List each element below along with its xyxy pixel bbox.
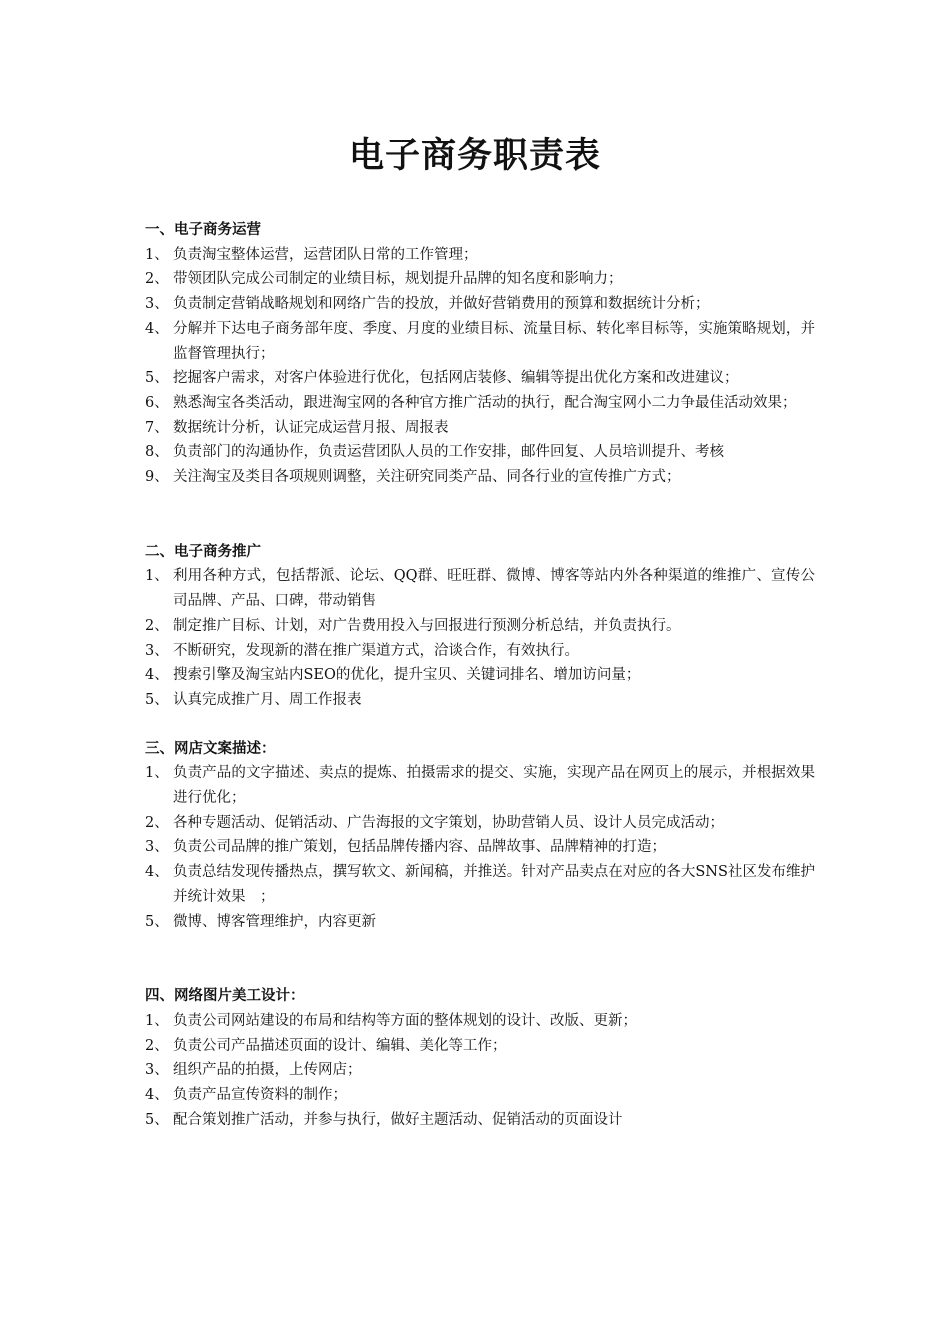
document-body <box>145 218 815 1132</box>
list-item <box>145 910 815 935</box>
item-text: 负责公司网站建设的布局和结构等方面的整体规划的设计、改版、更新； <box>173 1012 637 1029</box>
section-spacer <box>145 713 815 737</box>
item-number: 3、 <box>145 1062 169 1079</box>
item-number: 5、 <box>145 691 169 708</box>
item-text: 负责产品的文字描述、卖点的提炼、拍摄需求的提交、实施，实现产品在网页上的展示，并根据效果进行优化； <box>173 765 815 807</box>
section-promotion <box>145 540 815 713</box>
section-heading: 二、电子商务推广 <box>145 542 261 560</box>
item-number: 6、 <box>145 394 169 411</box>
list-item <box>145 391 815 416</box>
list-item <box>145 366 815 391</box>
item-number: 1、 <box>145 246 169 263</box>
item-text: 数据统计分析，认证完成运营月报、周报表 <box>173 419 449 436</box>
item-number: 1、 <box>145 765 169 782</box>
section-spacer <box>145 490 815 540</box>
item-number: 1、 <box>145 568 169 585</box>
document-title: 电子商务职责表 <box>348 135 601 176</box>
item-number: 4、 <box>145 667 169 684</box>
list-item <box>145 1083 815 1108</box>
item-text: 各种专题活动、促销活动、广告海报的文字策划，协助营销人员、设计人员完成活动； <box>173 814 724 831</box>
section-spacer <box>145 934 815 984</box>
item-number: 5、 <box>145 913 169 930</box>
list-item <box>145 835 815 860</box>
item-text: 分解并下达电子商务部年度、季度、月度的业绩目标、流量目标、转化率目标等，实施策略规划，并监督管理执行； <box>173 320 815 362</box>
list-item <box>145 688 815 713</box>
section-graphic-design <box>145 984 815 1132</box>
list-item <box>145 1108 815 1133</box>
list-item <box>145 1034 815 1059</box>
item-number: 3、 <box>145 839 169 856</box>
list-item <box>145 564 815 613</box>
item-text: 搜索引擎及淘宝站内SEO的优化，提升宝贝、关键词排名、增加访问量； <box>173 667 641 684</box>
item-text: 挖掘客户需求，对客户体验进行优化，包括网店装修、编辑等提出优化方案和改进建议； <box>173 370 739 387</box>
item-number: 2、 <box>145 814 169 831</box>
section-operations <box>145 218 815 490</box>
item-text: 熟悉淘宝各类活动，跟进淘宝网的各种官方推广活动的执行，配合淘宝网小二力争最佳活动效果； <box>173 394 797 411</box>
item-text: 负责公司产品描述页面的设计、编辑、美化等工作； <box>173 1037 507 1054</box>
list-item <box>145 1009 815 1034</box>
section-heading: 三、网店文案描述： <box>145 739 276 757</box>
item-number: 3、 <box>145 642 169 659</box>
list-item <box>145 614 815 639</box>
item-number: 4、 <box>145 864 169 881</box>
list-item <box>145 416 815 441</box>
item-number: 2、 <box>145 1037 169 1054</box>
section-copywriting <box>145 737 815 935</box>
list-item <box>145 860 815 909</box>
item-number: 3、 <box>145 296 169 313</box>
section-heading: 四、网络图片美工设计： <box>145 987 305 1005</box>
item-number: 8、 <box>145 444 169 461</box>
item-number: 7、 <box>145 419 169 436</box>
item-number: 1、 <box>145 1012 169 1029</box>
item-text: 负责公司品牌的推广策划，包括品牌传播内容、品牌故事、品牌精神的打造； <box>173 839 666 856</box>
list-item <box>145 1058 815 1083</box>
item-text: 带领团队完成公司制定的业绩目标，规划提升品牌的知名度和影响力； <box>173 271 623 288</box>
item-text: 负责制定营销战略规划和网络广告的投放，并做好营销费用的预算和数据统计分析； <box>173 296 710 313</box>
item-number: 2、 <box>145 617 169 634</box>
list-item <box>145 267 815 292</box>
list-item <box>145 440 815 465</box>
item-text: 负责总结发现传播热点，撰写软文、新闻稿，并推送。针对产品卖点在对应的各大SNS社区发布维护并统计效果 ； <box>173 864 815 905</box>
item-text: 负责部门的沟通协作，负责运营团队人员的工作安排，邮件回复、人员培训提升、考核 <box>173 444 724 461</box>
list-item <box>145 243 815 268</box>
item-text: 负责淘宝整体运营，运营团队日常的工作管理； <box>173 246 478 263</box>
list-item <box>145 317 815 366</box>
item-text: 配合策划推广活动，并参与执行，做好主题活动、促销活动的页面设计 <box>173 1111 623 1128</box>
list-item <box>145 639 815 664</box>
list-item <box>145 663 815 688</box>
section-heading: 一、电子商务运营 <box>145 221 261 238</box>
list-item <box>145 811 815 836</box>
item-number: 5、 <box>145 1111 169 1128</box>
list-item <box>145 761 815 810</box>
item-text: 制定推广目标、计划，对广告费用投入与回报进行预测分析总结，并负责执行。 <box>173 617 681 634</box>
item-number: 4、 <box>145 1087 169 1104</box>
item-number: 2、 <box>145 271 169 288</box>
item-number: 5、 <box>145 370 169 387</box>
item-text: 不断研究，发现新的潜在推广渠道方式，洽谈合作，有效执行。 <box>173 642 579 659</box>
item-number: 4、 <box>145 320 169 337</box>
item-text: 认真完成推广月、周工作报表 <box>173 691 362 708</box>
item-text: 微博、博客管理维护，内容更新 <box>173 913 376 930</box>
item-text: 利用各种方式，包括帮派、论坛、QQ群、旺旺群、微博、博客等站内外各种渠道的维推广、宣传公司品牌、产品、口碑，带动销售 <box>173 568 815 610</box>
item-number: 9、 <box>145 469 169 486</box>
item-text: 负责产品宣传资料的制作； <box>173 1087 347 1104</box>
item-text: 关注淘宝及类目各项规则调整，关注研究同类产品、同各行业的宣传推广方式； <box>173 469 681 486</box>
list-item <box>145 465 815 490</box>
item-text: 组织产品的拍摄，上传网店； <box>173 1062 362 1079</box>
list-item <box>145 292 815 317</box>
